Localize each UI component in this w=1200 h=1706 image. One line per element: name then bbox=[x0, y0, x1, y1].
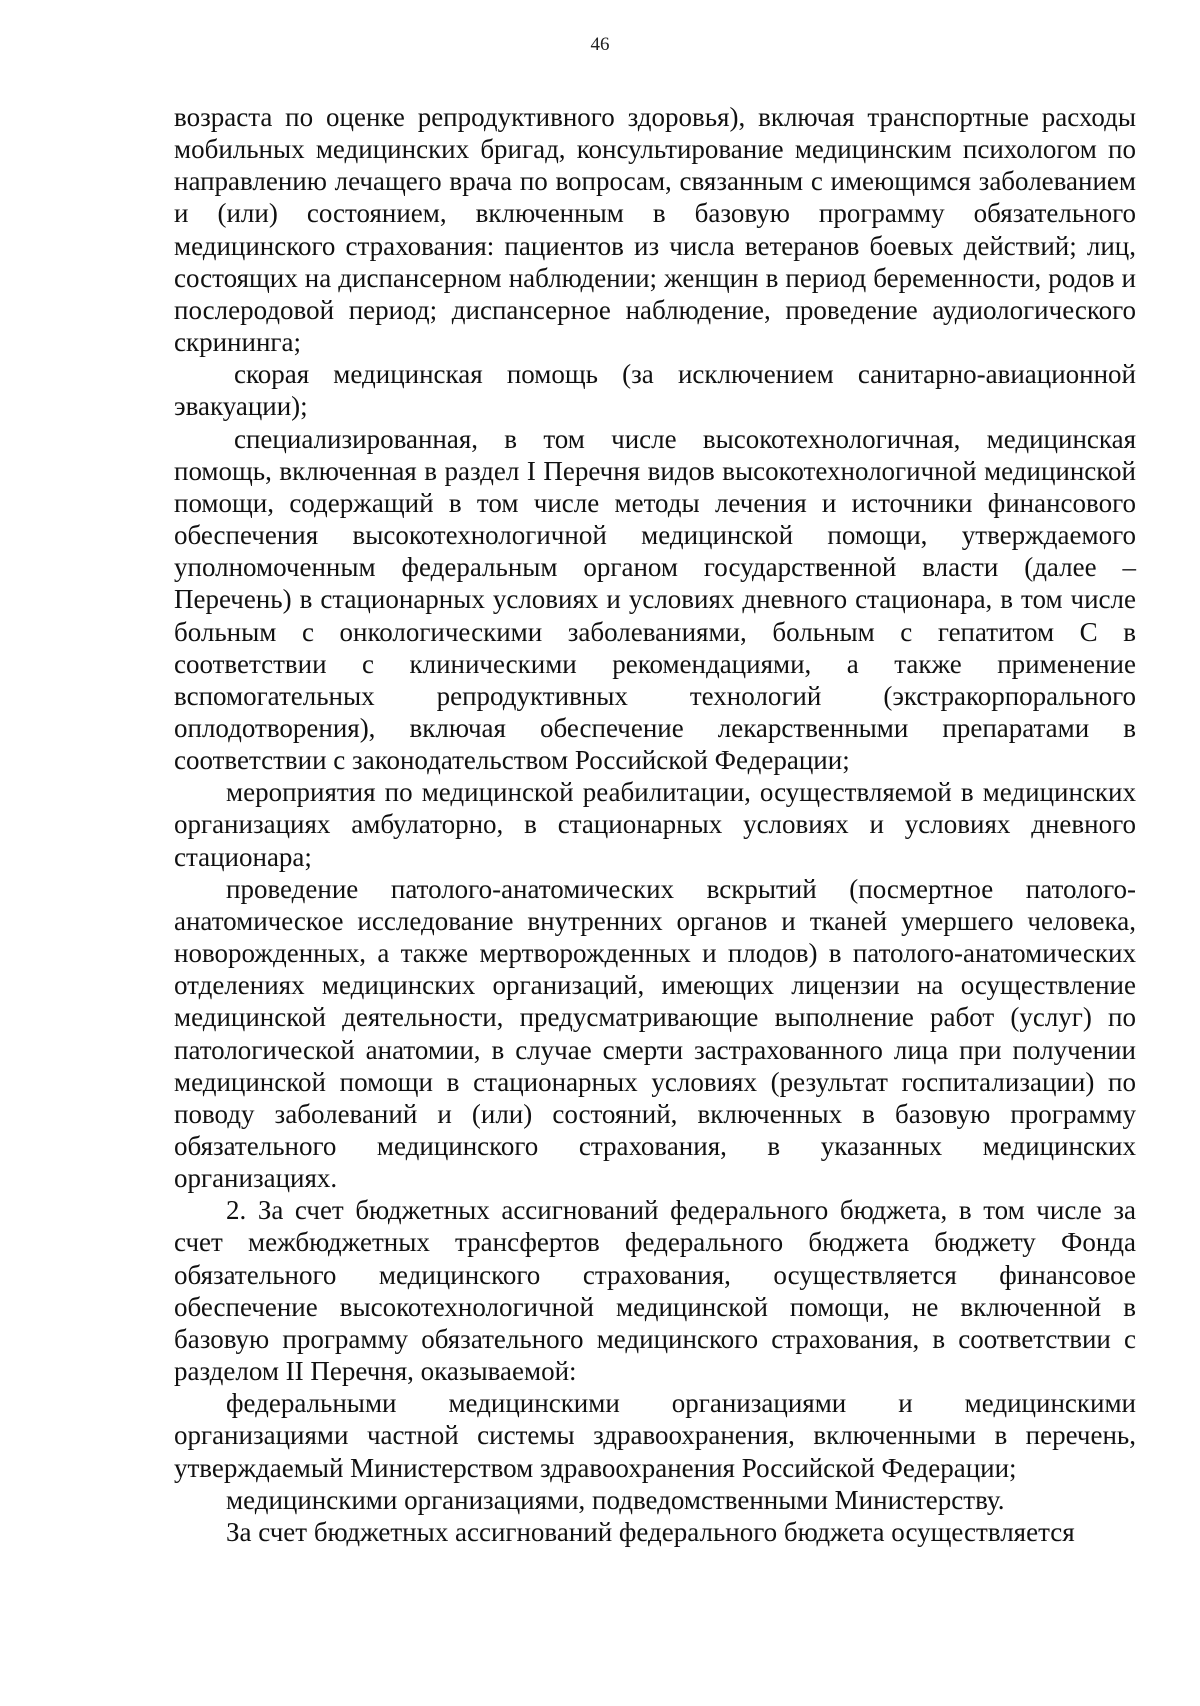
paragraph-federal-budget: За счет бюджетных ассигнований федерального бюджета осуществляется bbox=[226, 1516, 1075, 1547]
document-body bbox=[174, 101, 1136, 1548]
paragraph-autopsies: проведение патолого-анатомических вскрытий (посмертное патолого-анатомическое исследование внутренних органов и тканей умершего человека, новорожденных, а также мертворожденных и плодов) в патолого-анатомических отделениях медицинских организаций, имеющих лицензии на осуществление медицинской деятельности, предусматривающие выполнение работ (услуг) по патологической анатомии, в случае смерти застрахованного лица при получении медицинской помощи в стационарных условиях (результат госпитализации) по поводу заболеваний и (или) состояний, включенных в базовую программу обязательного медицинского страхования, в указанных медицинских организациях. bbox=[174, 873, 1136, 1194]
paragraph-subordinate-organizations: медицинскими организациями, подведомственными Министерству. bbox=[226, 1484, 1005, 1515]
page-number: 46 bbox=[590, 34, 610, 55]
paragraph-continuation: возраста по оценке репродуктивного здоровья), включая транспортные расходы мобильных медицинских бригад, консультирование медицинским психологом по направлению лечащего врача по вопросам, связанным с имеющимся заболеванием и (или) состоянием, включенным в базовую программу обязательного медицинского страхования: пациентов из числа ветеранов боевых действий; лиц, состоящих на диспансерном наблюдении; женщин в период беременности, родов и послеродовой период; диспансерное наблюдение, проведение аудиологического скрининга; bbox=[174, 102, 1136, 358]
paragraph-rehabilitation: мероприятия по медицинской реабилитации, осуществляемой в медицинских организациях амбулаторно, в стационарных условиях и условиях дневного стационара; bbox=[174, 777, 1136, 872]
paragraph-specialized-care: специализированная, в том числе высокотехнологичная, медицинская помощь, включенная в раздел I Перечня видов высокотехнологичной медицинской помощи, содержащий в том числе методы лечения и источники финансового обеспечения высокотехнологичной медицинской помощи, утверждаемого уполномоченным федеральным органом государственной власти (далее – Перечень) в стационарных условиях и условиях дневного стационара, в том числе больным с онкологическими заболеваниями, больным с гепатитом С в соответствии с клиническими рекомендациями, а также применение вспомогательных репродуктивных технологий (экстракорпорального оплодотворения), включая обеспечение лекарственными препаратами в соответствии с законодательством Российской Федерации; bbox=[174, 423, 1136, 776]
paragraph-emergency-care: скорая медицинская помощь (за исключением санитарно-авиационной эвакуации); bbox=[174, 359, 1136, 422]
paragraph-section-2: 2. За счет бюджетных ассигнований федерального бюджета, в том числе за счет межбюджетных трансфертов федерального бюджета бюджету Фонда обязательного медицинского страхования, осуществляется финансовое обеспечение высокотехнологичной медицинской помощи, не включенной в базовую программу обязательного медицинского страхования, в соответствии с разделом II Перечня, оказываемой: bbox=[174, 1195, 1136, 1387]
paragraph-federal-organizations: федеральными медицинскими организациями и медицинскими организациями частной системы здравоохранения, включенными в перечень, утверждаемый Министерством здравоохранения Российской Федерации; bbox=[174, 1388, 1136, 1483]
